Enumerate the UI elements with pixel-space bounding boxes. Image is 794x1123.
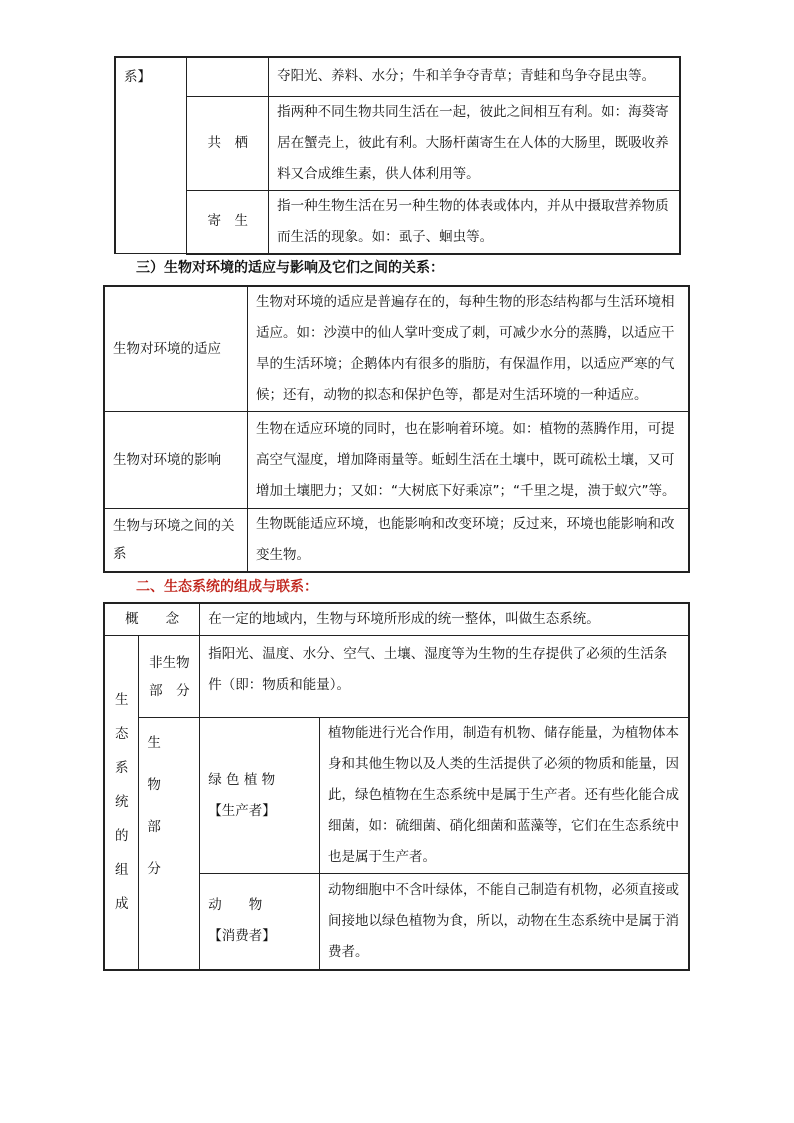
- relation-type-label: 系】: [124, 69, 151, 85]
- commensalism-text: 指两种不同生物共同生活在一起，彼此之间相互有利。如：海葵寄居在蟹壳上，彼此有利。大肠杆菌寄生在人体的大肠里，既吸收养料又合成维生素，供人体利用等。: [269, 96, 680, 190]
- animals-label: [200, 874, 320, 970]
- consumer-role: 【消费者】: [208, 928, 276, 945]
- commensalism-label: 共 栖: [187, 96, 269, 190]
- biotic-char: 生: [147, 735, 161, 751]
- ecosystem-composition-label: [104, 636, 139, 970]
- abiotic-label: [139, 636, 200, 718]
- relation-type-cell: [115, 57, 187, 254]
- producer-role: 【生产者】: [208, 802, 276, 819]
- plants-label: [200, 718, 320, 874]
- side-char: 成: [114, 896, 129, 913]
- plants-text: 植物能进行光合作用，制造有机物、储存能量，为植物体本身和其他生物以及人类的生活提供了必须的物质和能量，因此，绿色植物在生态系统中是属于生产者。还有些化能合成细菌，如：硫细菌、硝化细菌和蓝藻等，它们在生态系统中也是属于生产者。: [319, 718, 689, 874]
- biotic-char: 物: [147, 777, 161, 793]
- abiotic-text: 指阳光、温度、水分、空气、土壤、湿度等为生物的生存提供了必须的生活条件（即：物质和能量）。: [200, 636, 689, 718]
- side-char: 态: [114, 726, 129, 743]
- parasitism-text: 指一种生物生活在另一种生物的体表或体内，并从中摄取营养物质而生活的现象。如：虱子、蛔虫等。: [269, 190, 680, 254]
- section-heading-ecosystem: 二、生态系统的组成与联系：: [136, 579, 318, 595]
- empty-label-cell: [187, 57, 269, 96]
- biotic-label: [139, 718, 200, 970]
- influence-text: 生物在适应环境的同时，也在影响着环境。如：植物的蒸腾作用，可提高空气湿度，增加降雨量等。蚯蚓生活在土壤中，既可疏松土壤，又可增加土壤肥力；又如：“大树底下好乘凉”；“千里之堤，溃于蚁穴”等。: [248, 412, 689, 509]
- relationship-text: 生物既能适应环境，也能影响和改变环境；反过来，环境也能影响和改变生物。: [248, 509, 689, 573]
- plants-name: 绿 色 植 物: [208, 771, 276, 788]
- concept-text: 在一定的地域内，生物与环境所形成的统一整体，叫做生态系统。: [200, 603, 689, 636]
- adaptation-label: 生物对环境的适应: [104, 286, 248, 412]
- relationship-label: 生物与环境之间的关系: [104, 509, 248, 573]
- animals-text: 动物细胞中不含叶绿体，不能自己制造有机物，必须直接或间接地以绿色植物为食，所以，动物在生态系统中是属于消费者。: [319, 874, 689, 970]
- ecosystem-table: [103, 602, 690, 971]
- side-char: 的: [114, 828, 129, 845]
- adaptation-table: [103, 285, 690, 573]
- concept-label: 概 念: [104, 603, 200, 636]
- side-char: 生: [114, 692, 129, 709]
- side-char: 系: [114, 760, 129, 777]
- interaction-table: [114, 56, 681, 255]
- adaptation-text: 生物对环境的适应是普遍存在的，每种生物的形态结构都与生活环境相适应。如：沙漠中的仙人掌叶变成了刺，可减少水分的蒸腾，以适应干旱的生活环境；企鹅体内有很多的脂肪，有保温作用，以适应严寒的气候；还有，动物的拟态和保护色等，都是对生活环境的一种适应。: [248, 286, 689, 412]
- side-char: 统: [114, 794, 129, 811]
- abiotic-label-line2: 部 分: [149, 682, 190, 699]
- influence-label: 生物对环境的影响: [104, 412, 248, 509]
- competition-text: 夺阳光、养料、水分；牛和羊争夺青草；青蛙和鸟争夺昆虫等。: [269, 57, 680, 96]
- section-heading-adaptation: 三）生物对环境的适应与影响及它们之间的关系：: [136, 260, 444, 276]
- abiotic-label-line1: 非生物: [149, 654, 190, 671]
- side-char: 组: [114, 862, 129, 879]
- biotic-char: 分: [147, 861, 161, 877]
- parasitism-label: 寄 生: [187, 190, 269, 254]
- biotic-char: 部: [147, 819, 161, 835]
- animals-name: 动 物: [208, 897, 263, 914]
